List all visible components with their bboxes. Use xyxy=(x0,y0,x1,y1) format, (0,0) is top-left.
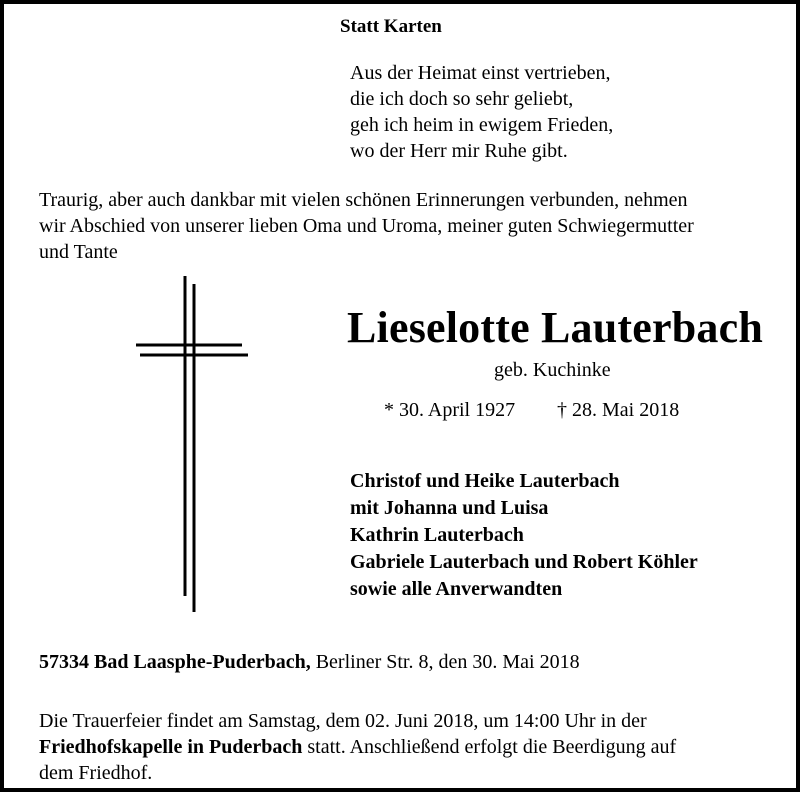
mourner-line: Kathrin Lauterbach xyxy=(350,524,524,546)
death-date: † 28. Mai 2018 xyxy=(557,399,680,421)
funeral-line: Die Trauerfeier findet am Samstag, dem 02. Juni 2018, um 14:00 Uhr in der xyxy=(39,710,647,732)
funeral-line xyxy=(39,734,676,760)
mourner-line: Christof und Heike Lauterbach xyxy=(350,470,620,492)
funeral-line: dem Friedhof. xyxy=(39,762,153,784)
poem-line: wo der Herr mir Ruhe gibt. xyxy=(350,140,568,162)
location-place: 57334 Bad Laasphe-Puderbach, xyxy=(39,651,311,673)
cross-icon xyxy=(132,276,252,616)
deceased-name: Lieselotte Lauterbach xyxy=(347,303,764,352)
mourner-line: Gabriele Lauterbach und Robert Köhler xyxy=(350,551,698,573)
maiden-name: geb. Kuchinke xyxy=(494,359,611,381)
mourners-list xyxy=(350,468,698,603)
intro-line: wir Abschied von unserer lieben Oma und Uroma, meiner guten Schwiegermutter xyxy=(39,215,694,237)
location-line xyxy=(39,651,580,674)
chapel-name: Friedhofskapelle in Puderbach xyxy=(39,736,303,758)
funeral-info xyxy=(39,708,676,786)
birth-date: * 30. April 1927 xyxy=(384,399,516,421)
intro-line: Traurig, aber auch dankbar mit vielen schönen Erinnerungen verbunden, nehmen xyxy=(39,189,688,211)
intro-text xyxy=(39,187,694,265)
intro-line: und Tante xyxy=(39,241,118,263)
poem xyxy=(350,60,613,164)
mourner-line: mit Johanna und Luisa xyxy=(350,497,549,519)
location-address: Berliner Str. 8, den 30. Mai 2018 xyxy=(310,651,580,673)
poem-line: Aus der Heimat einst vertrieben, xyxy=(350,62,611,84)
notice-header: Statt Karten xyxy=(340,16,442,37)
poem-line: geh ich heim in ewigem Frieden, xyxy=(350,114,614,136)
funeral-line-rest: statt. Anschließend erfolgt die Beerdigung auf xyxy=(302,736,677,758)
poem-line: die ich doch so sehr geliebt, xyxy=(350,88,574,110)
mourner-line: sowie alle Anverwandten xyxy=(350,578,563,600)
